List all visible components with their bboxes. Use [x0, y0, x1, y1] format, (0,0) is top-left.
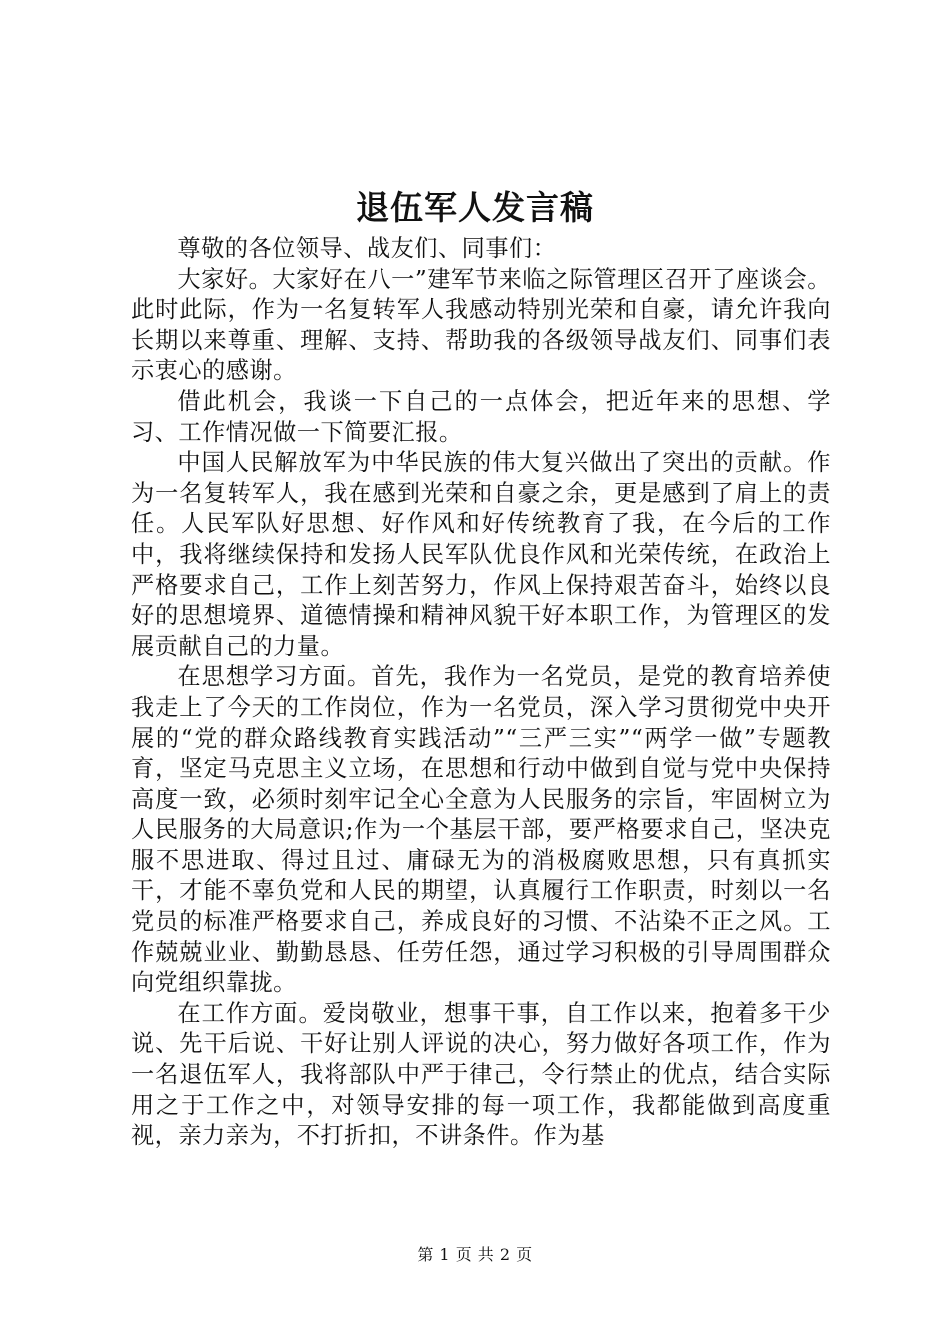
paragraph-army-contribution: 中国人民解放军为中华民族的伟大复兴做出了突出的贡献。作为一名复转军人，我在感到光荣和自豪之余，更是感到了肩上的责任。人民军队好思想、好作风和好传统教育了我，在今后的工作中，我将继续保持和发扬人民军队优良作风和光荣传统，在政治上严格要求自己，工作上刻苦努力，作风上保持艰苦奋斗，始终以良好的思想境界、道德情操和精神风貌干好本职工作，为管理区的发展贡献自己的力量。 — [131, 449, 831, 660]
paragraph-ideology-study: 在思想学习方面。首先，我作为一名党员，是党的教育培养使我走上了今天的工作岗位，作为一名党员，深入学习贯彻党中央开展的“党的群众路线教育实践活动”“三严三实”“两学一做”专题教育，坚定马克思主义立场，在思想和行动中做到自觉与党中央保持高度一致，必须时刻牢记全心全意为人民服务的宗旨，牢固树立为人民服务的大局意识;作为一个基层干部，要严格要求自己，坚决克服不思进取、得过且过、庸碌无为的消极腐败思想，只有真抓实干，才能不辜负党和人民的期望，认真履行工作职责，时刻以一名党员的标准严格要求自己，养成良好的习惯、不沾染不正之风。工作兢兢业业、勤勤恳恳、任劳任怨，通过学习积极的引导周围群众向党组织靠拢。 — [131, 663, 831, 997]
paragraph-greeting: 大家好。大家好在八一”建军节来临之际管理区召开了座谈会。此时此际，作为一名复转军人我感动特别光荣和自豪，请允许我向长期以来尊重、理解、支持、帮助我的各级领导战友们、同事们表示衷心的感谢。 — [131, 265, 831, 385]
paragraph-intro: 借此机会，我谈一下自己的一点体会，把近年来的思想、学习、工作情况做一下简要汇报。 — [131, 387, 831, 446]
page-footer: 第 1 页 共 2 页 — [417, 1245, 533, 1264]
document-body — [131, 234, 831, 1152]
paragraph-work: 在工作方面。爱岗敬业，想事干事，自工作以来，抱着多干少说、先干后说、干好让别人评说的决心，努力做好各项工作，作为一名退伍军人，我将部队中严于律己，令行禁止的优点，结合实际用之于工作之中，对领导安排的每一项工作，我都能做到高度重视，亲力亲为，不打折扣，不讲条件。作为基 — [131, 999, 831, 1150]
document-title: 退伍军人发言稿 — [356, 188, 594, 227]
salutation: 尊敬的各位领导、战友们、同事们： — [177, 235, 557, 262]
